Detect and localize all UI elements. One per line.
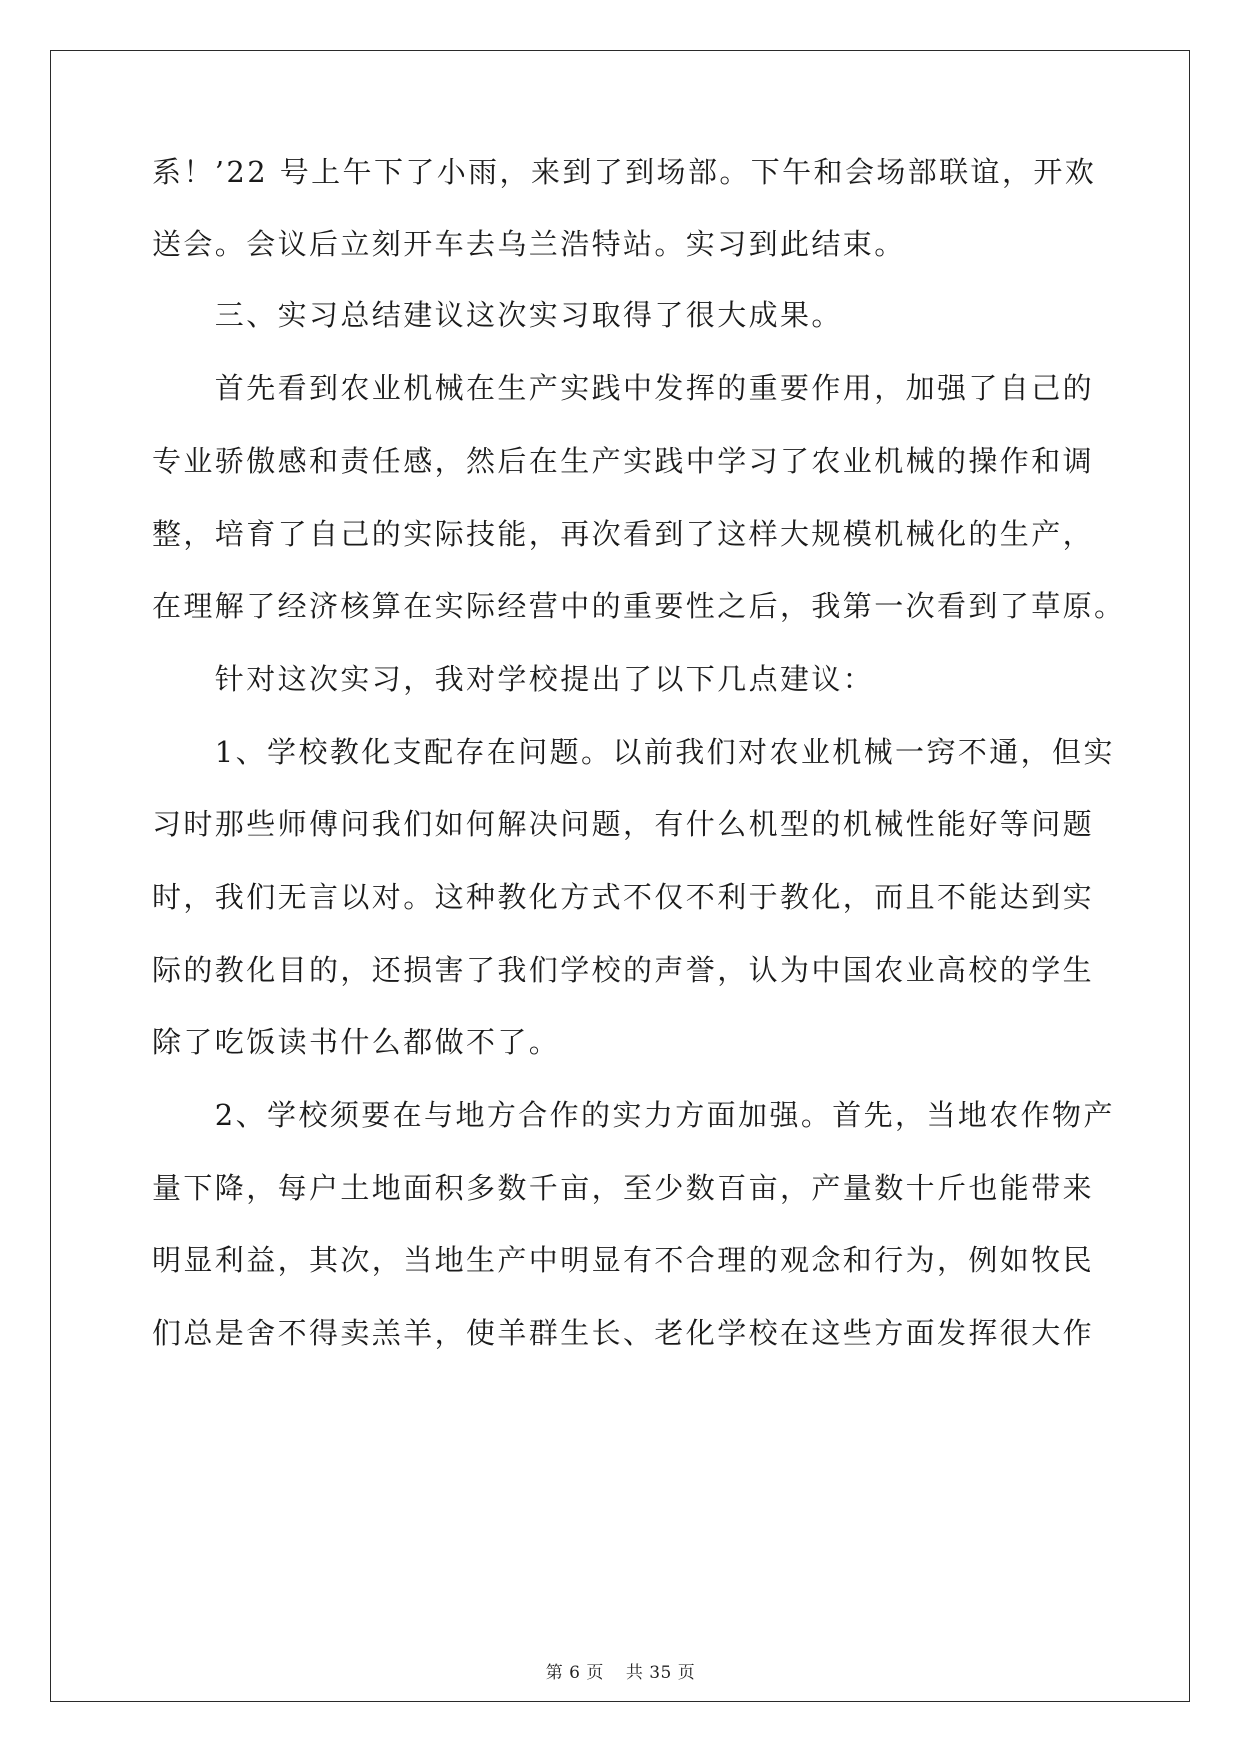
- text-line-8: 针对这次实习，我对学校提出了以下几点建议：: [152, 662, 875, 696]
- page-number: 第 6 页: [545, 1663, 604, 1683]
- text-line-16: 明显利益，其次，当地生产中明显有不合理的观念和行为，例如牧民: [152, 1243, 1095, 1277]
- text-line-3: 三、实习总结建议这次实习取得了很大成果。: [152, 298, 843, 332]
- text-line-13: 除了吃饭读书什么都做不了。: [152, 1025, 561, 1059]
- text-line-7: 在理解了经济核算在实际经营中的重要性之后，我第一次看到了草原。: [152, 589, 1126, 623]
- text-line-2: 送会。会议后立刻开车去乌兰浩特站。实习到此结束。: [152, 227, 906, 261]
- text-line-5: 专业骄傲感和责任感，然后在生产实践中学习了农业机械的操作和调: [152, 444, 1095, 478]
- text-line-10: 习时那些师傅问我们如何解决问题，有什么机型的机械性能好等问题: [152, 807, 1095, 841]
- text-line-15: 量下降，每户土地面积多数千亩，至少数百亩，产量数十斤也能带来: [152, 1171, 1095, 1205]
- page-total: 共 35 页: [625, 1663, 696, 1683]
- text-line-12: 际的教化目的，还损害了我们学校的声誉，认为中国农业高校的学生: [152, 953, 1095, 987]
- page-footer: [0, 1658, 1241, 1683]
- text-line-1: 系！’22 号上午下了小雨，来到了到场部。下午和会场部联谊，开欢: [152, 155, 1097, 189]
- text-line-9: 1、学校教化支配存在问题。以前我们对农业机械一窍不通，但实: [152, 735, 1115, 769]
- text-line-6: 整，培育了自己的实际技能，再次看到了这样大规模机械化的生产，: [152, 517, 1095, 551]
- text-line-11: 时，我们无言以对。这种教化方式不仅不利于教化，而且不能达到实: [152, 880, 1095, 914]
- text-line-4: 首先看到农业机械在生产实践中发挥的重要作用，加强了自己的: [152, 371, 1095, 405]
- text-line-14: 2、学校须要在与地方合作的实力方面加强。首先，当地农作物产: [152, 1098, 1115, 1132]
- text-line-17: 们总是舍不得卖羔羊，使羊群生长、老化学校在这些方面发挥很大作: [152, 1316, 1095, 1350]
